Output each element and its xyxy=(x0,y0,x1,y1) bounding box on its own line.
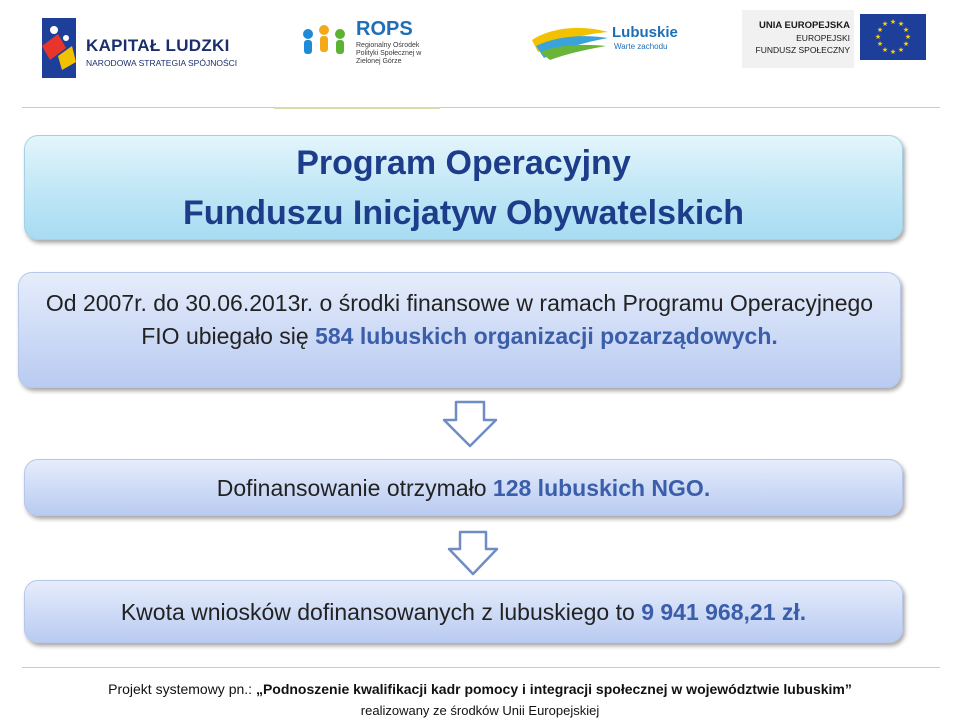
svg-text:★: ★ xyxy=(889,48,897,56)
lubuskie-name: Lubuskie xyxy=(612,24,678,41)
rops-name: ROPS xyxy=(356,18,413,40)
applications-highlight: 584 lubuskich organizacji pozarządowych. xyxy=(315,323,778,349)
svg-text:★: ★ xyxy=(897,20,905,28)
amount-text: Kwota wniosków dofinansowanych z lubuskiego to xyxy=(120,599,642,625)
eu-line3: FUNDUSZ SPOŁECZNY xyxy=(755,45,850,55)
title-box xyxy=(24,135,903,240)
eu-line1: UNIA EUROPEJSKA xyxy=(759,20,850,31)
title-line1: Program Operacyjny xyxy=(296,144,631,182)
svg-text:★: ★ xyxy=(897,46,905,54)
svg-text:★: ★ xyxy=(881,20,889,28)
kapital-ludzki-logo-icon xyxy=(36,16,82,80)
funded-highlight: 128 lubuskich NGO. xyxy=(492,475,711,501)
info-box-amount-text xyxy=(25,599,902,626)
lubuskie-logo-icon xyxy=(530,18,610,62)
footer-project xyxy=(0,681,960,697)
eu-line2: EUROPEJSKI xyxy=(796,33,850,43)
kapital-ludzki-sub: NARODOWA STRATEGIA SPÓJNOŚCI xyxy=(86,58,238,68)
down-arrow-icon xyxy=(447,530,499,576)
down-arrow-icon xyxy=(442,400,498,448)
lubuskie-sub: Warte zachodu xyxy=(614,42,668,51)
svg-text:★: ★ xyxy=(876,40,884,48)
header-divider-accent xyxy=(274,107,440,109)
info-box-applications-text xyxy=(29,287,890,353)
info-box-funded-text xyxy=(25,475,902,502)
eu-logo xyxy=(742,10,942,72)
applications-text: Od 2007r. do 30.06.2013r. o środki finansowe w ramach Programu Operacyjnego FIO ubiegało się xyxy=(45,290,874,349)
svg-text:★: ★ xyxy=(902,26,910,34)
funded-text: Dofinansowanie otrzymało xyxy=(216,475,493,501)
footer-divider xyxy=(22,667,940,668)
header-divider xyxy=(22,107,940,108)
rops-logo xyxy=(298,16,428,76)
footer-funding: realizowany ze środków Unii Europejskiej xyxy=(360,703,600,718)
eu-text-box xyxy=(742,10,854,68)
kapital-ludzki-logo xyxy=(36,16,236,80)
svg-text:★: ★ xyxy=(889,18,897,26)
info-box-applications xyxy=(18,272,901,388)
eu-flag-icon xyxy=(860,14,926,60)
title-line2: Funduszu Inicjatyw Obywatelskich xyxy=(182,194,745,232)
amount-highlight: 9 941 968,21 zł. xyxy=(641,599,807,625)
footer-prefix: Projekt systemowy pn.: xyxy=(108,681,256,697)
svg-text:★: ★ xyxy=(904,33,912,41)
rops-logo-icon xyxy=(298,22,354,66)
info-box-amount xyxy=(24,580,903,643)
footer-project-name: „Podnoszenie kwalifikacji kadr pomocy i integracji społecznej w województwie lubuskim” xyxy=(255,681,852,697)
kapital-ludzki-name: KAPITAŁ LUDZKI xyxy=(86,36,230,55)
svg-text:★: ★ xyxy=(902,40,910,48)
svg-text:★: ★ xyxy=(874,33,882,41)
lubuskie-logo xyxy=(530,18,690,68)
rops-sub: Regionalny Ośrodek Polityki Społecznej w Zielonej Górze xyxy=(356,42,422,65)
info-box-funded xyxy=(24,459,903,516)
svg-text:★: ★ xyxy=(876,26,884,34)
svg-text:★: ★ xyxy=(881,46,889,54)
logo-header xyxy=(0,0,960,100)
